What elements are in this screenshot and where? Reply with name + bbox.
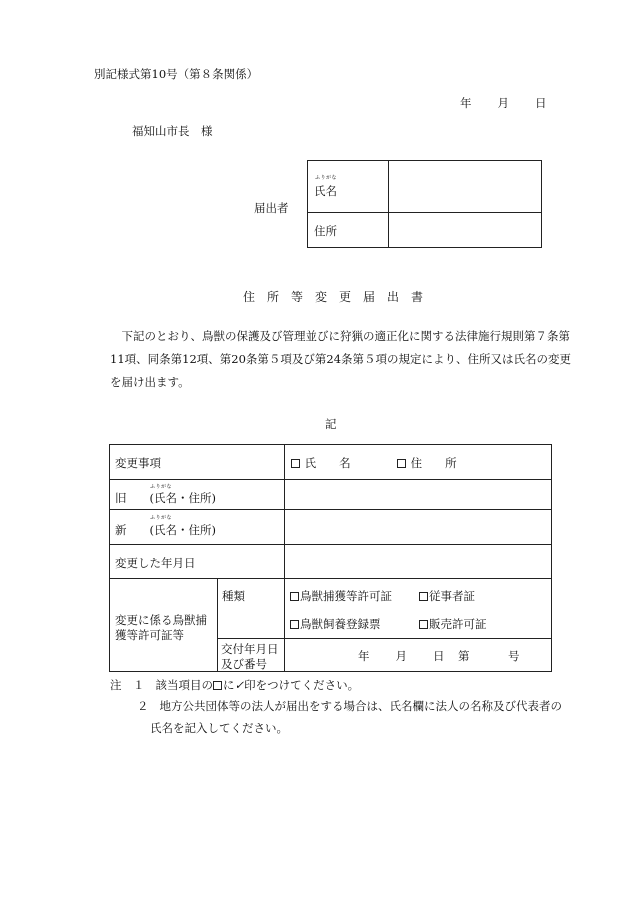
- row-divider: [109, 544, 552, 545]
- note-1-before: 該当項目の: [155, 678, 213, 692]
- addressee: 福知山市長 様: [132, 124, 213, 138]
- checkbox-icon: [291, 459, 300, 468]
- note-1-prefix: 注 １: [110, 678, 145, 692]
- date-line: 年 月 日: [460, 96, 548, 110]
- new-ruby: ふりがな: [150, 515, 173, 521]
- col-divider: [217, 578, 218, 672]
- permit-option-sales[interactable]: [419, 616, 487, 632]
- row-divider: [217, 638, 552, 639]
- row-divider: [109, 578, 552, 579]
- permit-option-breeding[interactable]: [290, 616, 381, 632]
- change-date-label: 変更した年月日: [115, 556, 196, 570]
- issue-label-line2: 及び番号: [221, 657, 267, 671]
- note-1: [110, 677, 359, 693]
- ki-label: 記: [325, 417, 337, 431]
- checkbox-icon: [290, 592, 299, 601]
- form-number: 別記様式第10号（第８条関係）: [94, 67, 259, 81]
- name-ruby: ふりがな: [315, 175, 338, 181]
- applicant-label: 届出者: [254, 201, 289, 215]
- issue-value: 年 月 日 第 号: [358, 649, 521, 663]
- note-2-line2: 氏名を記入してください。: [150, 721, 288, 735]
- option-name-checkbox[interactable]: [291, 455, 351, 471]
- old-label: 旧 (氏名・住所): [115, 491, 216, 505]
- body-paragraph: 下記のとおり、鳥獣の保護及び管理並びに狩猟の適正化に関する法律施行規則第７条第11項、同条第12項、第20条第５項及び第24条第５項の規定により、住所又は氏名の変更を届け出ます。: [110, 329, 572, 389]
- permit-option-capture-label: 鳥獣捕獲等許可証: [300, 589, 392, 603]
- permit-option-sales-label: 販売許可証: [429, 617, 487, 631]
- note-2-text-line1: 地方公共団体等の法人が届出をする場合は、氏名欄に法人の名称及び代表者の: [159, 699, 562, 713]
- change-item-label: 変更事項: [115, 456, 161, 470]
- name-value-field[interactable]: [390, 162, 540, 211]
- address-value-field[interactable]: [390, 214, 540, 246]
- col-divider: [284, 444, 285, 578]
- permit-label-line2: 獲等許可証等: [115, 628, 184, 642]
- change-date-field[interactable]: [286, 546, 550, 577]
- old-ruby: ふりがな: [150, 484, 173, 490]
- issue-label-line1: 交付年月日: [221, 642, 279, 656]
- applicant-divider-h: [307, 212, 542, 213]
- note-1-after: 印をつけてください。: [244, 678, 360, 692]
- new-value-field[interactable]: [286, 511, 550, 543]
- checkbox-icon: [419, 592, 428, 601]
- row-divider: [109, 479, 552, 480]
- option-address-checkbox[interactable]: [397, 455, 457, 471]
- type-label: 種類: [222, 589, 245, 603]
- option-address-label: 住 所: [410, 456, 457, 470]
- option-name-label: 氏 名: [304, 456, 351, 470]
- checkbox-icon: [419, 620, 428, 629]
- permit-option-worker-label: 従事者証: [429, 589, 475, 603]
- permit-option-breeding-label: 鳥獣飼養登録票: [300, 617, 381, 631]
- checkbox-icon: [290, 620, 299, 629]
- old-value-field[interactable]: [286, 481, 550, 508]
- note-2-line1: [137, 698, 562, 714]
- permit-option-capture[interactable]: [290, 588, 392, 604]
- checkbox-icon: [397, 459, 406, 468]
- note-1-mid: に: [222, 678, 235, 692]
- name-label: 氏名: [314, 184, 337, 198]
- checkbox-icon: [213, 681, 222, 690]
- col-divider: [284, 578, 285, 672]
- row-divider: [109, 509, 552, 510]
- permit-option-worker[interactable]: [419, 588, 475, 604]
- check-mark-icon: ✓: [234, 678, 245, 692]
- new-label: 新 (氏名・住所): [115, 523, 216, 537]
- address-label: 住所: [314, 224, 337, 238]
- applicant-divider-v: [388, 160, 389, 248]
- permit-label-line1: 変更に係る鳥獣捕: [115, 613, 207, 627]
- note-2-prefix: ２: [137, 699, 149, 713]
- document-title: 住 所 等 変 更 届 出 書: [243, 290, 424, 304]
